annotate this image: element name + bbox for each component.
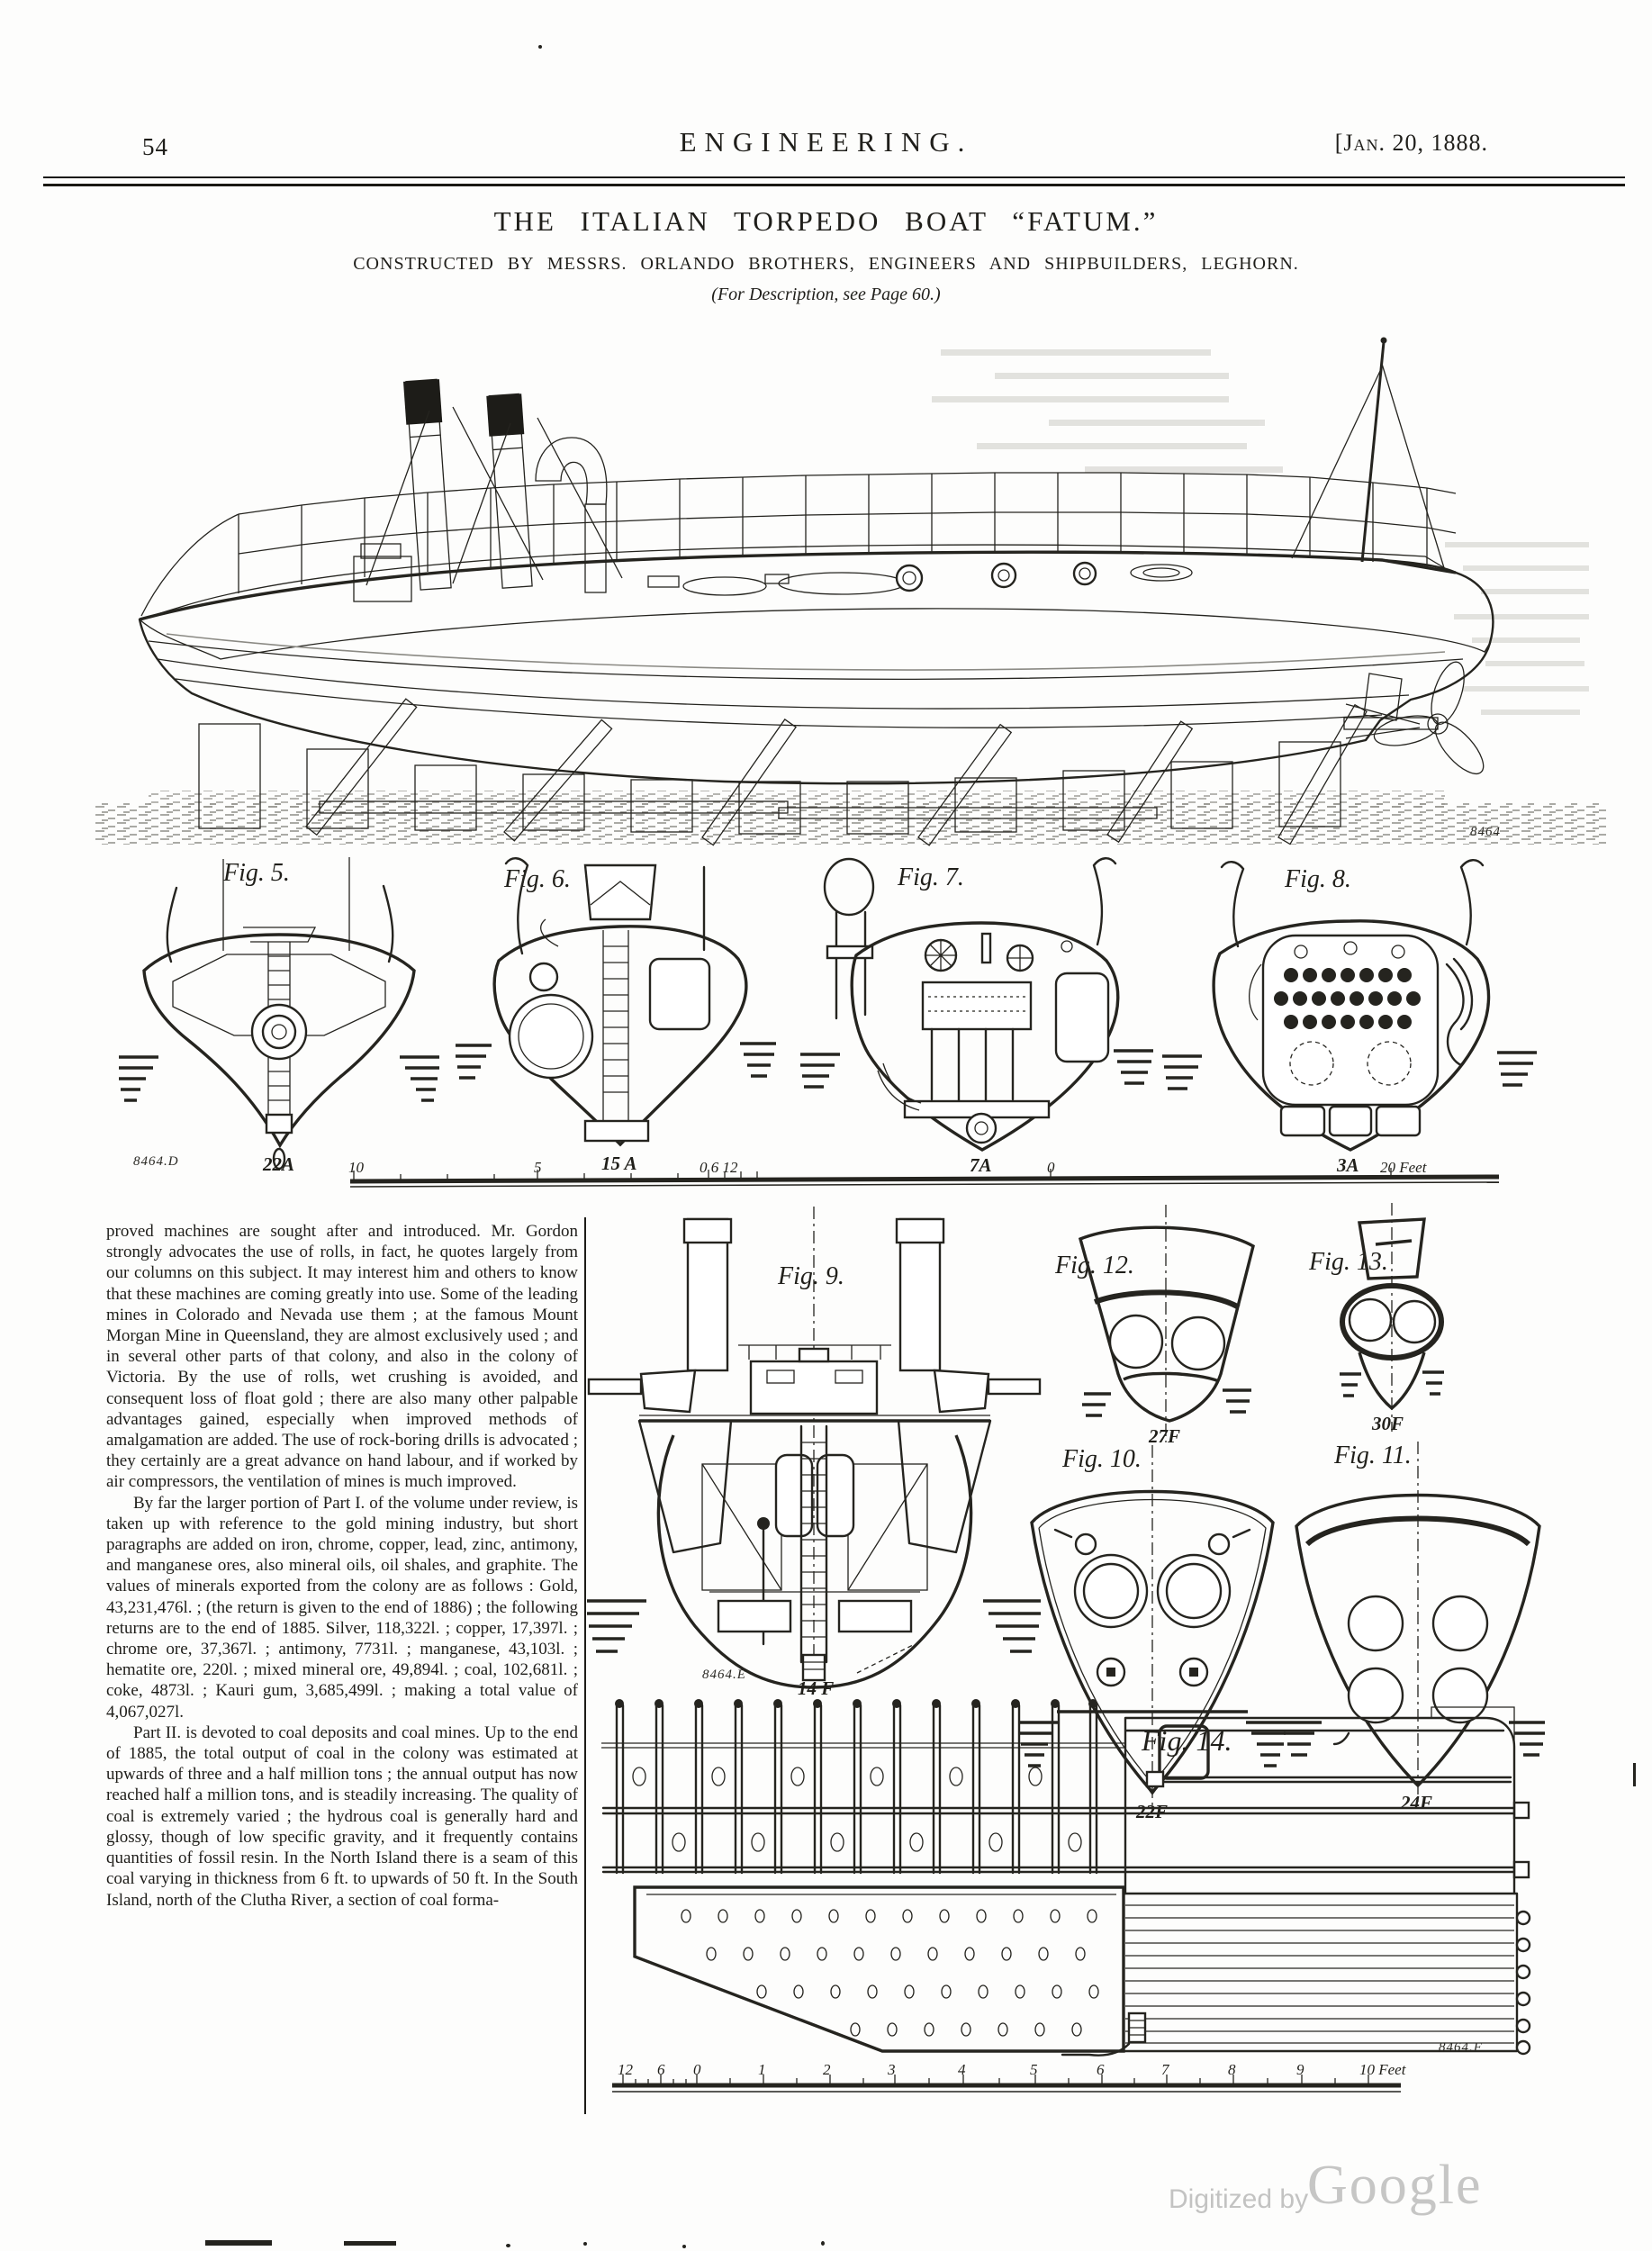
fig11-frame-label: 24F [1401, 1792, 1433, 1813]
fig13-frame-label: 30F [1372, 1413, 1404, 1434]
article-subtitle: CONSTRUCTED BY MESSRS. ORLANDO BROTHERS, ENGINEERS AND SHIPBUILDERS, LEGHORN. [353, 254, 1299, 274]
article-note: (For Description, see Page 60.) [711, 285, 941, 304]
lower-scale-label: 3 [888, 2061, 896, 2078]
fig14-planked-region [1062, 1894, 1530, 2056]
lower-scale-label: 5 [1030, 2061, 1038, 2078]
hull [140, 545, 1493, 783]
body-paragraph: By far the larger portion of Part I. of the volume under review, is taken up with reference to the gold mining industry, but short paragraphs are added on iron, chrome, copper, lead, zinc, antimony, and manganese ores, also mineral oils, oil shales, and graphite. The values of minerals exported from the colony are as follows : Gold, 43,231,476l. ; (the return is given to the end of 1886) ; the following returns are to the end of 1885. Silver, 118,322l. ; copper, 17,397l. ; chrome ore, 37,367l. ; antimony, 7731l. ; manganese, 43,103l. ; hematite ore, 220l. ; mixed mineral ore, 49,894l. ; coal, 102,681l. ; coke, 4873l. ; Kauri gum, 3,685,499l. ; making a total value of 4,067,027l. [106, 1493, 578, 1722]
lower-scale-label: 7 [1161, 2061, 1169, 2078]
upper-scale-bar [347, 1160, 1512, 1192]
scan-speck [538, 45, 542, 49]
page-number: 54 [142, 133, 168, 160]
upper-scale-label: 5 [534, 1160, 542, 1176]
journal-title: ENGINEERING. [679, 126, 973, 158]
lower-scale-label: 2 [823, 2061, 831, 2078]
lower-scale-label: 12 [618, 2061, 633, 2078]
engraving-plate-mark: 8464 [1470, 825, 1501, 839]
lower-scale-label: 1 [758, 2061, 766, 2078]
deck-railing [141, 473, 1456, 616]
fig10-frame-label: 22F [1136, 1801, 1169, 1822]
lower-scale-label: 6 [657, 2061, 665, 2078]
fig8-frame-label: 3A [1337, 1154, 1359, 1176]
fig9-plate-mark: 8464.E [702, 1668, 746, 1682]
bleedthrough-ghost-text [932, 349, 1589, 715]
fig7-section-drawing [797, 838, 1166, 1179]
funnel-aft [486, 393, 535, 588]
fig14-stringers [601, 1743, 1529, 1877]
lower-scale-label: 6 [1097, 2061, 1105, 2078]
scan-speck [821, 2241, 825, 2246]
issue-date: [Jan. 20, 1888. [1334, 130, 1488, 156]
fig14-caption: Fig. 14. [1142, 1724, 1232, 1757]
fig13-caption: Fig. 13. [1309, 1248, 1388, 1276]
fig5-plate-mark: 8464.D [133, 1154, 179, 1169]
upper-scale-label: 0 6 12 [700, 1160, 738, 1176]
fig12-fig13-drawings [1043, 1198, 1652, 1468]
fig5-section-drawing [117, 845, 441, 1178]
fig8-caption: Fig. 8. [1285, 865, 1351, 893]
scan-speck [682, 2245, 686, 2248]
upper-scale-label: 0 [1047, 1160, 1055, 1176]
fig5-frame-label: 22A [263, 1153, 295, 1175]
fig12-section-drawing [1054, 1205, 1253, 1447]
fig6-frame-label: 15 A [601, 1153, 637, 1174]
fig13-section-drawing [1308, 1203, 1444, 1434]
fig14-rivet-plate [635, 1887, 1124, 2051]
fig11-caption: Fig. 11. [1334, 1442, 1412, 1469]
ground-shadow [149, 791, 1445, 809]
fig12-frame-label: 27F [1149, 1425, 1181, 1447]
scan-artifact [1633, 1763, 1636, 1786]
fig7-caption: Fig. 7. [898, 863, 964, 891]
propeller [1344, 658, 1491, 782]
fig9-section-drawing [587, 1194, 1042, 1698]
boat-engraving [95, 317, 1607, 848]
watermark-prefix: Digitized by [1169, 2184, 1309, 2214]
fig10-caption: Fig. 10. [1062, 1445, 1142, 1473]
lower-scale-label: 9 [1296, 2061, 1304, 2078]
fig8-section-drawing [1157, 838, 1544, 1179]
scan-artifact [344, 2241, 396, 2246]
fig14-frame-ribs [615, 1699, 1097, 1873]
article-text-column [106, 1221, 578, 1911]
lower-scale-label: 8 [1228, 2061, 1236, 2078]
deck-fittings [648, 563, 1192, 595]
scan-speck [583, 2242, 587, 2246]
mast [1292, 338, 1445, 572]
body-paragraph: Part II. is devoted to coal deposits and coal mines. Up to the end of 1885, the total output of coal in the colony was estimated at upwards of three and a half million tons ; the annual output has now reached half a million tons, and is steadily increasing. The quality of coal is extremely varied ; the hydrous coal is generally hard and glossy, though of low specific gravity, and it frequently contains quantities of fossil resin. In the North Island there is a seam of this coal varying in thickness from 6 ft. to upwards of 50 ft. In the South Island, north of the Clutha River, a section of coal forma- [106, 1722, 578, 1910]
body-paragraph: proved machines are sought after and introduced. Mr. Gordon strongly advocates the use of rolls, in fact, he quotes largely from our columns on this subject. It may interest him and others to know that these machines are coming greatly into use. Some of the leading mines in Colorado and Nevada use them ; at the famous Mount Morgan Mine in Queensland, they are almost exclusively used ; and in several other parts of that colony, and also in the colony of Victoria. By the use of rolls, wet crushing is avoided, and consequent loss of float gold ; there are also many other palpable advantages gained, especially when improved methods of amalgamation are added. The use of rock-boring drills is advocated ; they certainly are a great advance on hand labour, and if worked by air compressors, the ventilation of mines is much improved. [106, 1222, 578, 1492]
scan-speck [506, 2244, 510, 2247]
header-rule [43, 176, 1625, 186]
upper-scale-label: 10 [348, 1160, 364, 1176]
lower-scale-label: 0 [693, 2061, 701, 2078]
fig7-frame-label: 7A [970, 1154, 992, 1176]
lower-scale-bar [605, 2060, 1514, 2100]
scan-artifact [205, 2240, 272, 2246]
cowl-ventilator [536, 438, 607, 592]
fig6-section-drawing [450, 840, 783, 1178]
fig12-caption: Fig. 12. [1055, 1252, 1134, 1279]
fig9-caption: Fig. 9. [778, 1262, 844, 1290]
lower-scale-label: 10 Feet [1359, 2061, 1406, 2078]
fig14-plan-drawing [585, 1691, 1544, 2062]
fig5-caption: Fig. 5. [223, 859, 290, 887]
lower-scale-label: 4 [958, 2061, 966, 2078]
fig9-frame-label: 14 F [798, 1677, 835, 1698]
fig14-plate-mark: 8464.F [1439, 2040, 1483, 2055]
google-watermark-logo: Google [1307, 2155, 1483, 2216]
upper-scale-label: 20 Feet [1380, 1160, 1427, 1176]
fig6-caption: Fig. 6. [504, 865, 571, 893]
article-title: THE ITALIAN TORPEDO BOAT “FATUM.” [493, 205, 1159, 237]
